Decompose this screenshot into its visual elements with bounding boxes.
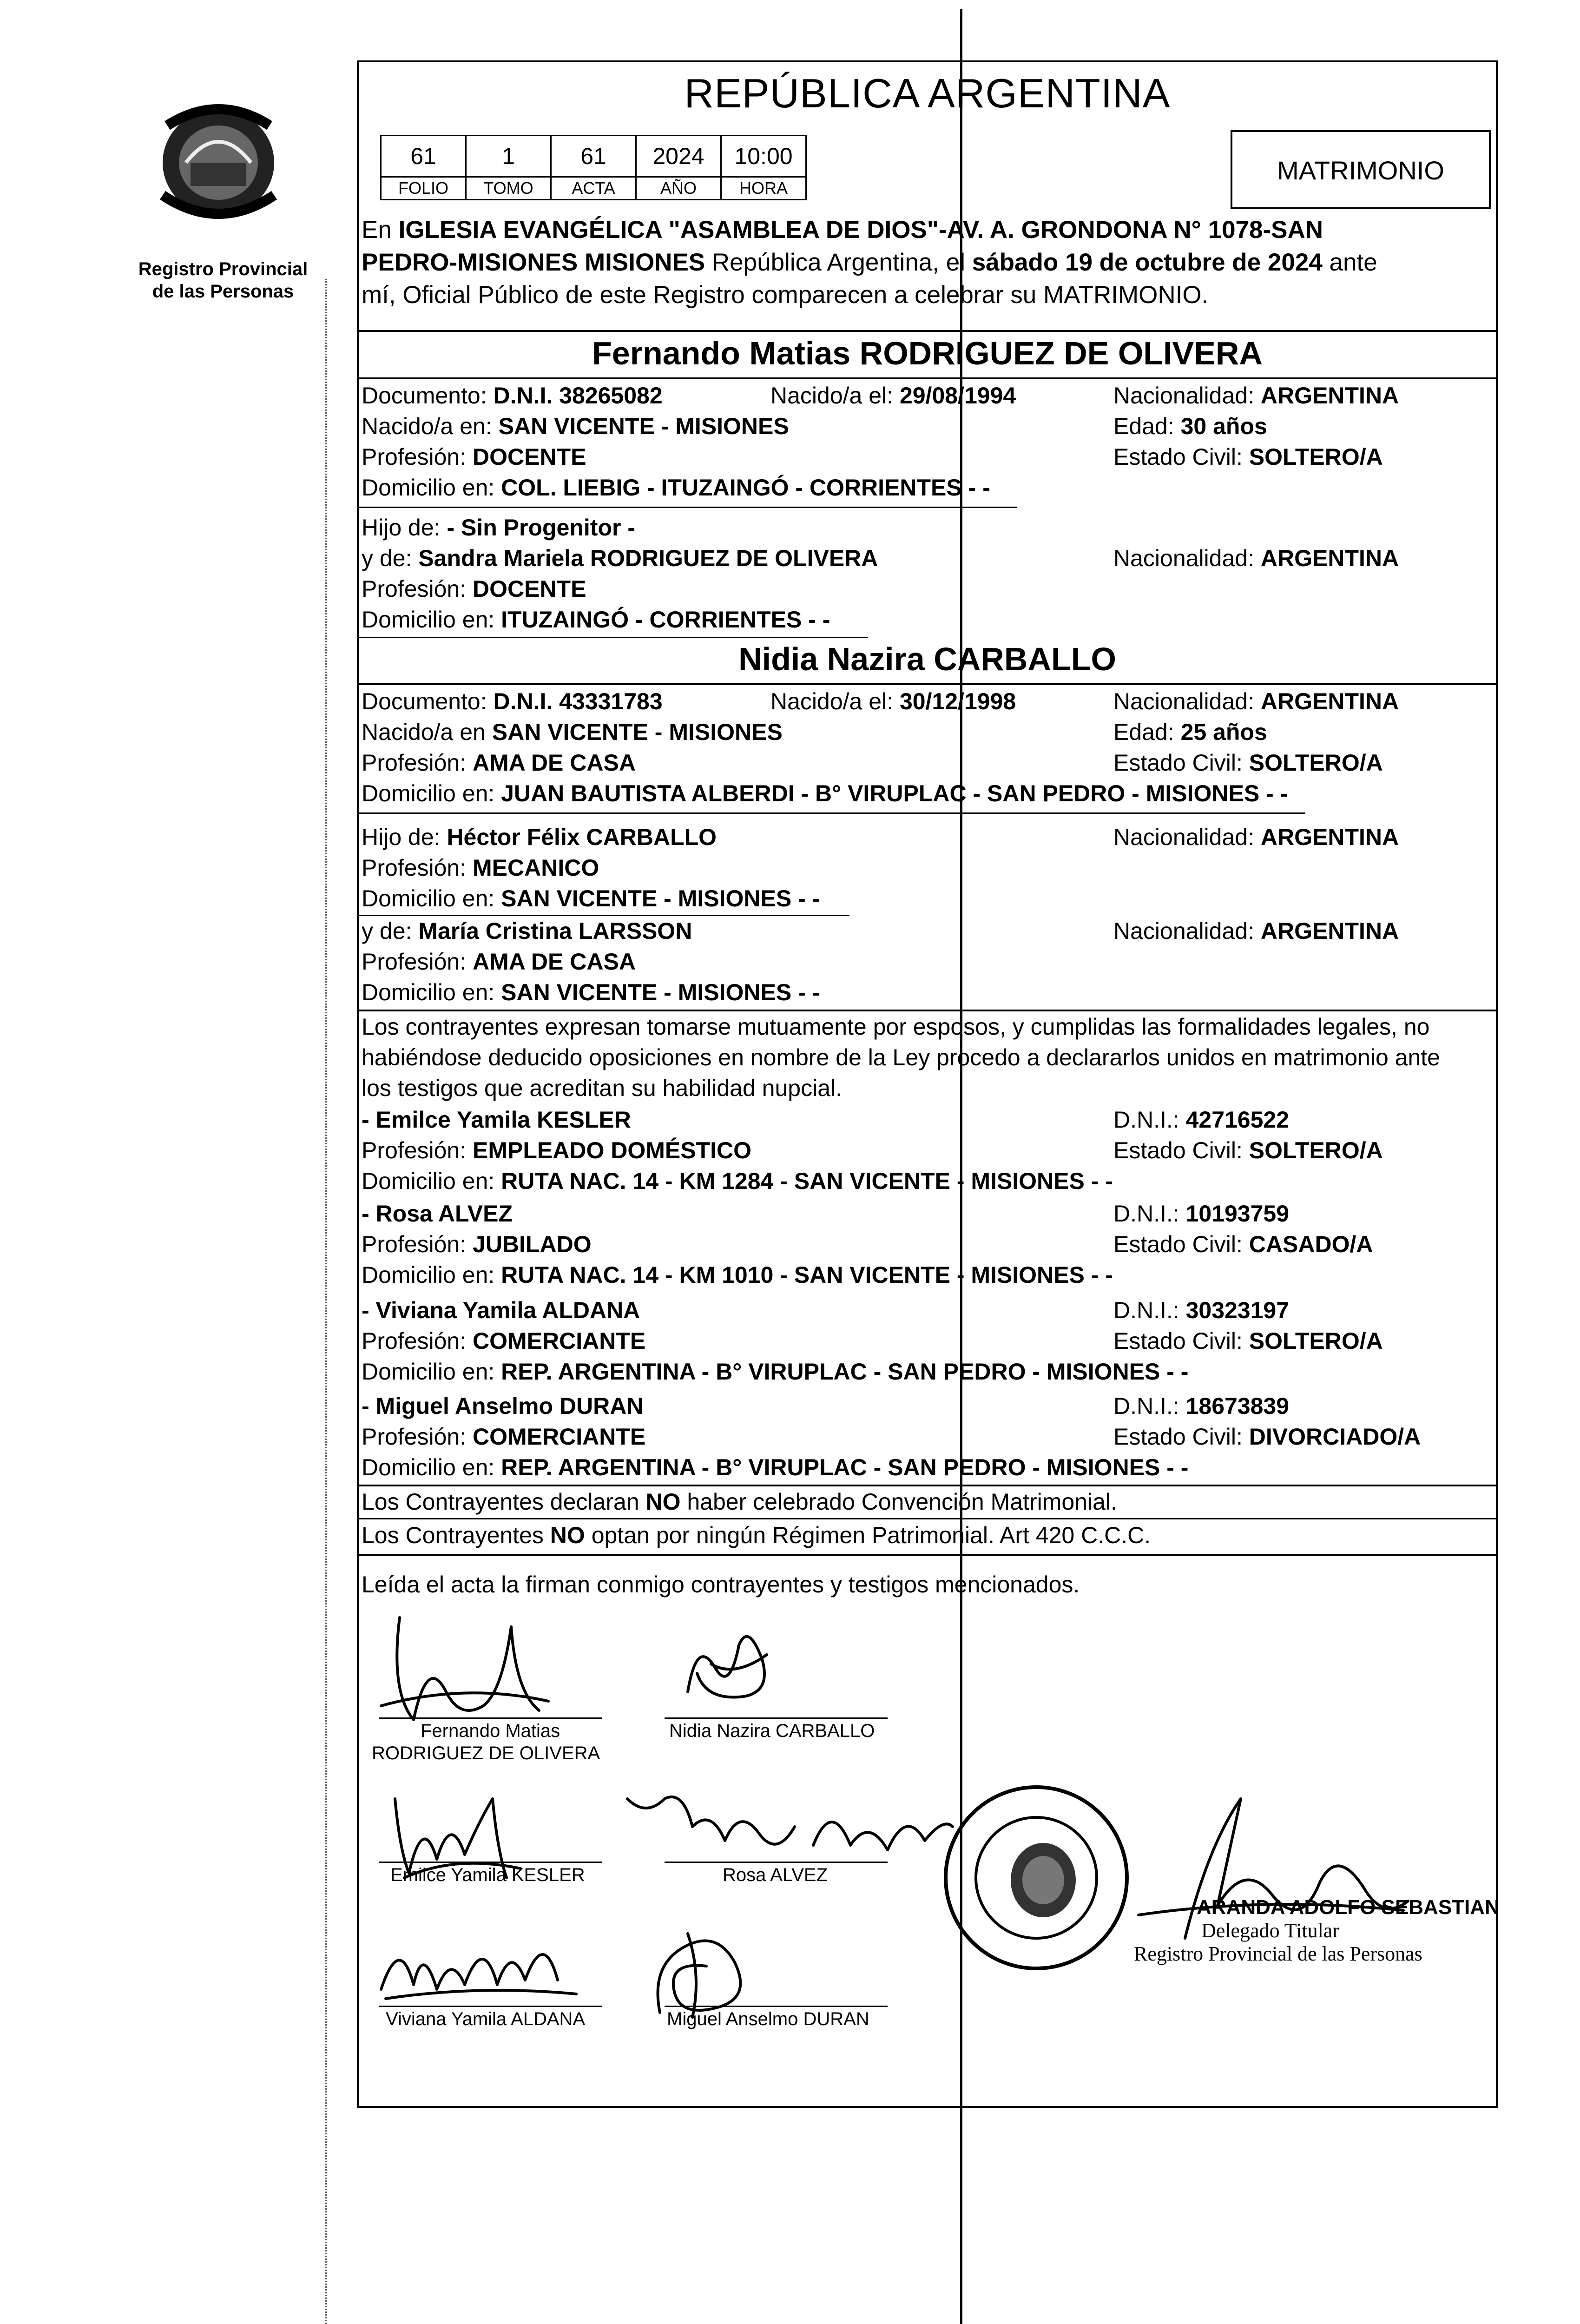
witness2-profession: Profesión: JUBILADO <box>362 1231 592 1257</box>
signature-line <box>379 2006 602 2007</box>
convention-note: Los Contrayentes declaran NO haber celebrado Convención Matrimonial. <box>362 1489 1117 1515</box>
spouse2-document: Documento: D.N.I. 43331783 <box>362 688 663 714</box>
spouse2-civil-status: Estado Civil: SOLTERO/A <box>1113 750 1383 776</box>
witness4-profession: Profesión: COMERCIANTE <box>362 1424 646 1450</box>
divider <box>357 812 1305 814</box>
meta-hora-label: HORA <box>721 177 806 200</box>
divider <box>357 330 1498 332</box>
spouse1-mother-address: Domicilio en: ITUZAINGÓ - CORRIENTES - - <box>362 607 830 633</box>
signature-line <box>665 2006 888 2007</box>
spouse2-father-address: Domicilio en: SAN VICENTE - MISIONES - - <box>362 885 820 911</box>
registry-caption <box>125 258 321 303</box>
meta-tomo-label: TOMO <box>466 177 551 200</box>
signature-line <box>379 1862 602 1863</box>
witness4-dni: D.N.I.: 18673839 <box>1113 1393 1290 1419</box>
witness1-name: - Emilce Yamila KESLER <box>362 1107 631 1133</box>
witness3-address: Domicilio en: REP. ARGENTINA - B° VIRUPLAC - SAN PEDRO - MISIONES - - <box>362 1359 1189 1385</box>
official-stamp-icon <box>939 1780 1134 1975</box>
witness1-signature-name: Emilce Yamila KESLER <box>390 1865 585 1885</box>
witness4-civil-status: Estado Civil: DIVORCIADO/A <box>1113 1424 1421 1450</box>
spouse1-age: Edad: 30 años <box>1113 413 1267 439</box>
spouse2-address: Domicilio en: JUAN BAUTISTA ALBERDI - B° VIRUPLAC - SAN PEDRO - MISIONES - - <box>362 780 1288 806</box>
witness2-civil-status: Estado Civil: CASADO/A <box>1113 1231 1373 1257</box>
meta-tomo-value: 1 <box>466 136 551 177</box>
spouse1-father: Hijo de: - Sin Progenitor - <box>362 515 635 541</box>
spouse2-birthplace: Nacido/a en SAN VICENTE - MISIONES <box>362 719 783 745</box>
divider <box>357 637 868 638</box>
spouse2-name: Nidia Nazira CARBALLO <box>738 641 1116 677</box>
spouse1-name: Fernando Matias RODRIGUEZ DE OLIVERA <box>592 335 1263 371</box>
meta-acta-value: 61 <box>551 136 636 177</box>
declaration-line1: Los contrayentes expresan tomarse mutuamente por esposos, y cumplidas las formalidades legales, no <box>362 1014 1430 1040</box>
record-meta-table <box>380 135 807 200</box>
spouse2-father: Hijo de: Héctor Félix CARBALLO <box>362 824 717 850</box>
spouse2-father-nationality: Nacionalidad: ARGENTINA <box>1113 824 1399 850</box>
province-seal-icon <box>144 93 293 232</box>
witness2-name: - Rosa ALVEZ <box>362 1201 513 1227</box>
witness3-signature-name: Viviana Yamila ALDANA <box>386 2009 586 2029</box>
spouse1-signature-name-line1: Fernando Matias <box>421 1721 560 1741</box>
meta-hora-value: 10:00 <box>721 136 806 177</box>
meta-folio-label: FOLIO <box>381 177 466 200</box>
meta-folio-value: 61 <box>381 136 466 177</box>
registry-caption-line1: Registro Provincial <box>138 259 308 279</box>
spouse2-profession: Profesión: AMA DE CASA <box>362 750 636 776</box>
spouse1-birthplace: Nacido/a en: SAN VICENTE - MISIONES <box>362 413 789 439</box>
spouse2-nationality: Nacionalidad: ARGENTINA <box>1113 688 1399 714</box>
signature-line <box>379 1717 602 1719</box>
witness2-address: Domicilio en: RUTA NAC. 14 - KM 1010 - SAN VICENTE - MISIONES - - <box>362 1262 1113 1288</box>
spouse2-birthdate: Nacido/a el: 30/12/1998 <box>770 688 1016 714</box>
spouse2-mother-address: Domicilio en: SAN VICENTE - MISIONES - - <box>362 979 820 1005</box>
witness1-civil-status: Estado Civil: SOLTERO/A <box>1113 1137 1383 1163</box>
spouse2-signature-icon <box>669 1618 790 1720</box>
divider <box>357 507 1017 508</box>
spouse1-birthdate: Nacido/a el: 29/08/1994 <box>770 383 1016 409</box>
divider <box>357 1518 1498 1519</box>
intro-line1: En IGLESIA EVANGÉLICA "ASAMBLEA DE DIOS"-AV. A. GRONDONA N° 1078-SAN <box>362 216 1323 244</box>
divider <box>357 683 1498 685</box>
divider <box>357 1554 1498 1556</box>
witness4-name: - Miguel Anselmo DURAN <box>362 1393 644 1419</box>
divider <box>357 377 1498 379</box>
spouse1-address: Domicilio en: COL. LIEBIG - ITUZAINGÓ - CORRIENTES - - <box>362 475 990 501</box>
witness4-signature-name: Miguel Anselmo DURAN <box>667 2009 869 2029</box>
regime-note: Los Contrayentes NO optan por ningún Régimen Patrimonial. Art 420 C.C.C. <box>362 1522 1151 1548</box>
witness1-dni: D.N.I.: 42716522 <box>1113 1107 1290 1133</box>
intro-line3: mí, Oficial Público de este Registro comparecen a celebrar su MATRIMONIO. <box>362 281 1209 309</box>
registry-caption-line2: de las Personas <box>152 281 294 302</box>
official-organization: Registro Provincial de las Personas <box>1134 1942 1422 1965</box>
witness2-dni: D.N.I.: 10193759 <box>1113 1201 1290 1227</box>
spouse2-signature-name: Nidia Nazira CARBALLO <box>669 1721 875 1741</box>
official-title: Delegado Titular <box>1201 1919 1339 1942</box>
witness4-address: Domicilio en: REP. ARGENTINA - B° VIRUPLAC - SAN PEDRO - MISIONES - - <box>362 1454 1189 1480</box>
spouse1-mother: y de: Sandra Mariela RODRIGUEZ DE OLIVERA <box>362 545 878 571</box>
witness1-address: Domicilio en: RUTA NAC. 14 - KM 1284 - SAN VICENTE - MISIONES - - <box>362 1168 1113 1194</box>
spouse1-document: Documento: D.N.I. 38265082 <box>362 383 663 409</box>
closing-text: Leída el acta la firman conmigo contrayentes y testigos mencionados. <box>362 1571 1080 1598</box>
meta-ano-value: 2024 <box>636 136 721 177</box>
declaration-line3: los testigos que acreditan su habilidad nupcial. <box>362 1075 843 1101</box>
spouse1-mother-nationality: Nacionalidad: ARGENTINA <box>1113 545 1399 571</box>
witness3-signature-icon <box>372 1915 586 2017</box>
spouse1-mother-profession: Profesión: DOCENTE <box>362 576 586 602</box>
witness1-profession: Profesión: EMPLEADO DOMÉSTICO <box>362 1137 752 1163</box>
declaration-line2: habiéndose deducido oposiciones en nombre de la Ley procedo a declararlos unidos en matrimonio ante <box>362 1044 1440 1070</box>
spouse2-father-profession: Profesión: MECANICO <box>362 855 599 881</box>
spouse1-nationality: Nacionalidad: ARGENTINA <box>1113 383 1399 409</box>
spouse2-mother-nationality: Nacionalidad: ARGENTINA <box>1113 918 1399 944</box>
record-type-badge: MATRIMONIO <box>1231 130 1491 209</box>
margin-perforation <box>325 279 329 2324</box>
witness2-signature-name: Rosa ALVEZ <box>723 1865 828 1885</box>
witness3-civil-status: Estado Civil: SOLTERO/A <box>1113 1328 1383 1354</box>
spouse1-signature-name-line2: RODRIGUEZ DE OLIVERA <box>372 1743 600 1763</box>
meta-ano-label: AÑO <box>636 177 721 200</box>
witness3-name: - Viviana Yamila ALDANA <box>362 1297 640 1323</box>
intro-line2: PEDRO-MISIONES MISIONES República Argentina, el sábado 19 de octubre de 2024 ante <box>362 249 1377 276</box>
spouse1-civil-status: Estado Civil: SOLTERO/A <box>1113 444 1383 470</box>
spouse2-mother-profession: Profesión: AMA DE CASA <box>362 949 636 975</box>
signature-line <box>665 1862 888 1863</box>
witness3-dni: D.N.I.: 30323197 <box>1113 1297 1290 1323</box>
signature-line <box>665 1717 888 1719</box>
page-title: REPÚBLICA ARGENTINA <box>684 70 1171 116</box>
meta-acta-label: ACTA <box>551 177 636 200</box>
spouse2-age: Edad: 25 años <box>1113 719 1267 745</box>
spouse1-profession: Profesión: DOCENTE <box>362 444 586 470</box>
spouse2-mother: y de: María Cristina LARSSON <box>362 918 692 944</box>
witness3-profession: Profesión: COMERCIANTE <box>362 1328 646 1354</box>
official-name: ARANDA ADOLFO SEBASTIAN <box>1197 1896 1500 1919</box>
